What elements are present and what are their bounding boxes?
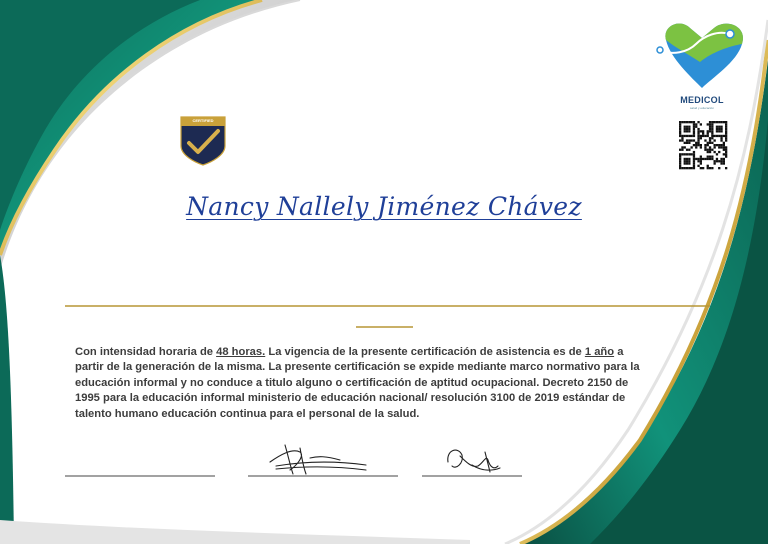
- signature: [270, 445, 500, 474]
- certified-badge-icon: [181, 117, 225, 165]
- validity-value: 1 año: [584, 346, 615, 358]
- medicol-heart-logo: [657, 24, 743, 88]
- body-text-part-3: a partir de la generación de la misma. La presente certificación se expide mediante marco normativo para la educación informal y no conduce a titulo alguno o certificación de aptitud ocupacional. Decreto 2150 de 1995 para la educación informal ministerio de educación nacional/ resolución 3100 de 2019 estándar de talento humano educación continua para el personal de la salud.: [75, 346, 640, 420]
- hours-value: 48 horas.: [216, 346, 266, 358]
- bottom-edge-strip: [0, 520, 470, 544]
- medicol-logo-name: MEDICOL: [680, 95, 724, 105]
- qr-code: [679, 121, 727, 169]
- medicol-logo-tagline: salud y educación: [689, 106, 715, 110]
- left-edge-strip: [0, 255, 14, 544]
- certified-badge-label: CERTIFIED: [192, 118, 214, 123]
- body-text-part-2: La vigencia de la presente certificación de asistencia es de: [265, 346, 585, 358]
- top-left-corner-ornament: [0, 0, 300, 270]
- body-text-part-1: Con intensidad horaria de: [75, 346, 217, 358]
- recipient-name: Nancy Nallely Jiménez Chávez: [186, 192, 582, 221]
- certificate-body-text: [75, 345, 650, 422]
